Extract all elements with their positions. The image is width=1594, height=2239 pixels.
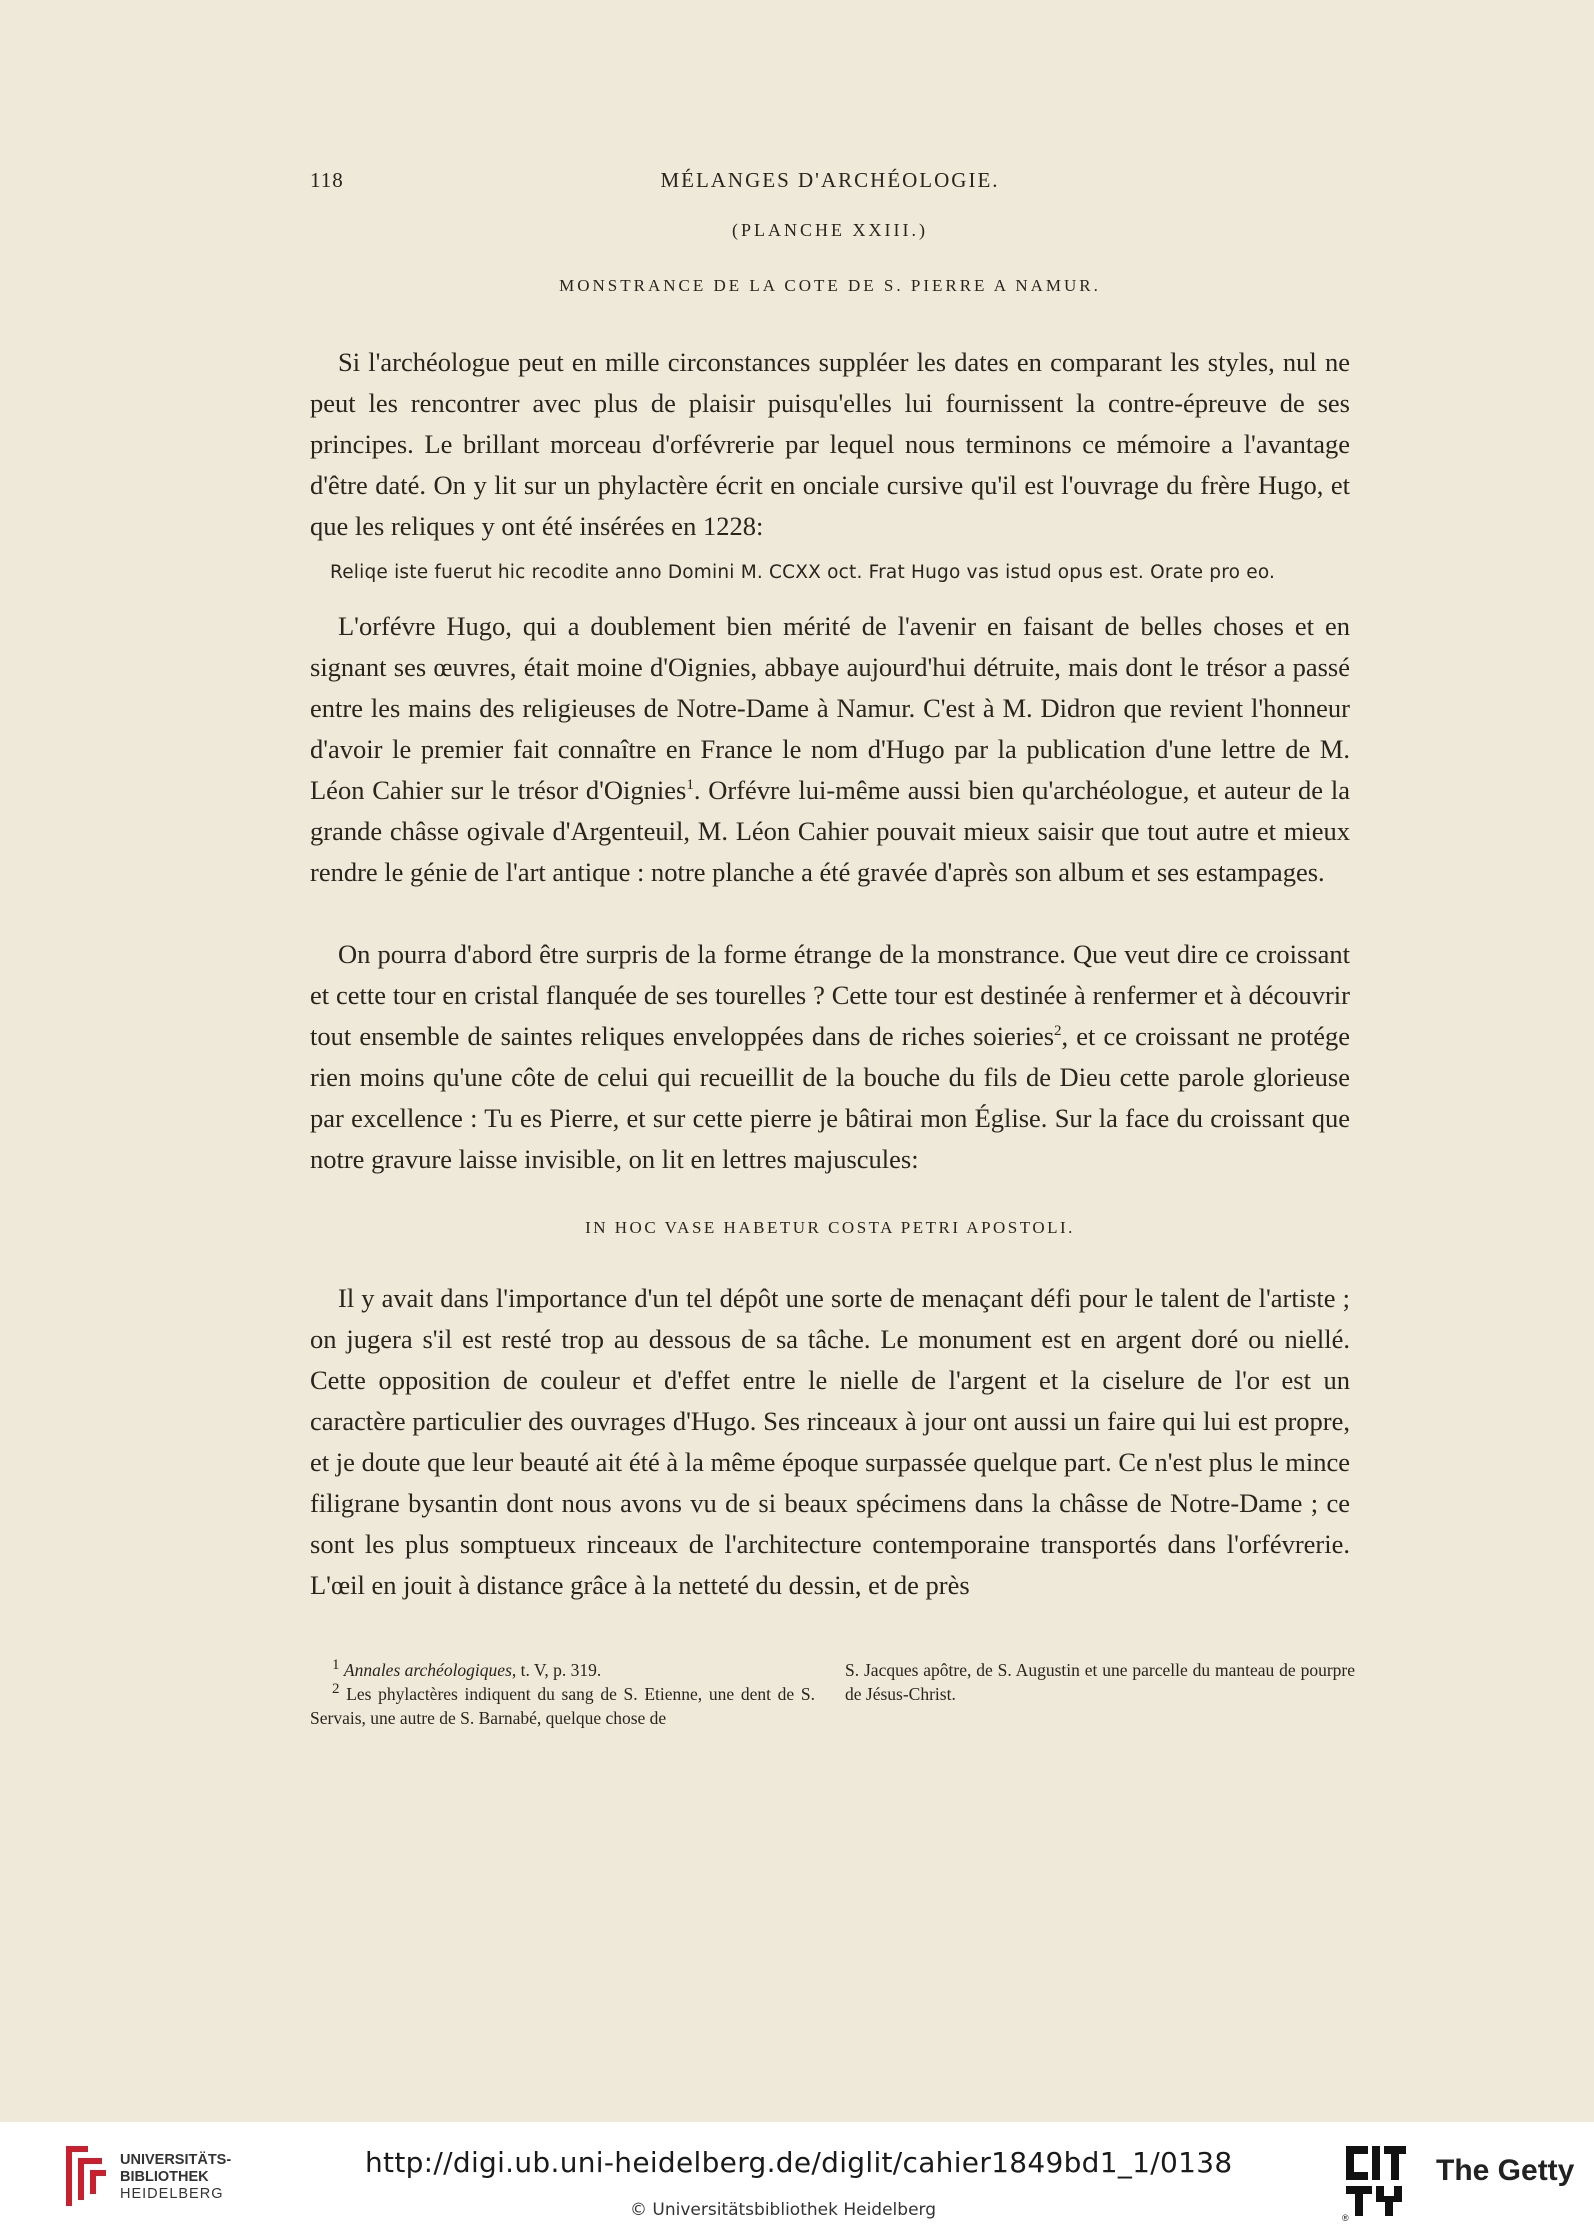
paragraph-4 bbox=[310, 1278, 1350, 1606]
viewer-footer bbox=[0, 2122, 1594, 2239]
library-name-line: HEIDELBERG bbox=[120, 2186, 224, 2202]
library-name-line: UNIVERSITÄTS- bbox=[120, 2152, 232, 2168]
paragraph-text-part: , et ce croissant ne protége rien moins qu'une côte de celui qui recueillit de la bouche du fils de Dieu cette parole glorieuse par excellence : Tu es Pierre, et sur cette pierre je bâtirai mon Église. Sur la face du croissant que notre gravure laisse invisible, on lit en lettres majuscules: bbox=[310, 1021, 1350, 1174]
library-name[interactable] bbox=[120, 2152, 231, 2203]
footnote-text: Les phylactères indiquent du sang de S. Etienne, une dent de S. Servais, une autre de S. Barnabé, quelque chose de bbox=[310, 1684, 815, 1728]
footnote-2 bbox=[310, 1682, 815, 1730]
footnote-2-continued: S. Jacques apôtre, de S. Augustin et une parcelle du manteau de pourpre de Jésus-Christ. bbox=[845, 1660, 1355, 1704]
running-title: MÉLANGES D'ARCHÉOLOGIE. bbox=[660, 168, 1000, 192]
library-name-line: BIBLIOTHEK bbox=[120, 2169, 209, 2185]
footnotes-left-column bbox=[310, 1658, 815, 1730]
footnote-mark: 2 bbox=[332, 1681, 340, 1698]
ub-heidelberg-logo-icon[interactable] bbox=[58, 2140, 110, 2212]
paragraph-text-part: . Orfévre lui-même aussi bien qu'archéologue, et auteur de la grande châsse ogivale d'Argenteuil, M. Léon Cahier pouvait mieux saisir que tout autre et mieux rendre le génie de l'art antique : notre planche a été gravée d'après son album et ses estampages. bbox=[310, 775, 1350, 887]
registered-mark: ® bbox=[1342, 2213, 1349, 2222]
paragraph-text-part: On pourra d'abord être surpris de la forme étrange de la monstrance. Que veut dire ce croissant et cette tour en cristal flanquée de ses tourelles ? Cette tour est destinée à renfermer et à découvrir tout ensemble de saintes reliques enveloppées dans de riches soieries bbox=[310, 939, 1350, 1051]
footnote-journal-title: Annales archéologiques bbox=[343, 1660, 512, 1680]
paragraph-text: Il y avait dans l'importance d'un tel dépôt une sorte de menaçant défi pour le talent de l'artiste ; on jugera s'il est resté trop au dessous de sa tâche. Le monument est en argent doré ou niellé. Cette opposition de couleur et d'effet entre le nielle de l'argent et la ciselure de l'or est un caractère particulier des ouvrages d'Hugo. Ses rinceaux à jour ont aussi un faire qui lui est propre, et je doute que leur beauté ait été à la même époque surpassée quelque part. Ce n'est plus le mince filigrane bysantin dont nous avons vu de si beaux spécimens dans la châsse de Notre-Dame ; ce sont les plus somptueux rinceaux de l'architecture contemporaine transportés dans l'orfévrerie. L'œil en jouit à distance grâce à la netteté du dessin, et de près bbox=[310, 1283, 1350, 1600]
footnote-ref-1[interactable]: 1 bbox=[686, 777, 694, 794]
permalink-url[interactable]: http://digi.ub.uni-heidelberg.de/diglit/cahier1849bd1_1/0138 bbox=[365, 2146, 1233, 2179]
plate-label: (PLANCHE XXIII.) bbox=[732, 220, 928, 240]
copyright-notice: © Universitätsbibliothek Heidelberg bbox=[630, 2200, 937, 2220]
section-title: MONSTRANCE DE LA COTE DE S. PIERRE A NAMUR. bbox=[559, 276, 1101, 295]
footnote-ref-2[interactable]: 2 bbox=[1054, 1023, 1062, 1040]
footnote-text: , t. V, p. 319. bbox=[511, 1660, 602, 1680]
paragraph-1 bbox=[310, 342, 1350, 547]
reliquary-inscription: Reliqe iste fuerut hic recodite anno Domini M. CCXX oct. Frat Hugo vas istud opus est. Orate pro eo. bbox=[330, 562, 1276, 583]
paragraph-2 bbox=[310, 606, 1350, 893]
getty-logo-icon[interactable] bbox=[1342, 2142, 1410, 2222]
footnote-mark: 1 bbox=[332, 1657, 340, 1674]
footnote-1 bbox=[310, 1658, 815, 1682]
footnotes-right-column bbox=[845, 1658, 1355, 1706]
paragraph-text: Si l'archéologue peut en mille circonstances suppléer les dates en comparant les styles, nul ne peut les rencontrer avec plus de plaisir puisqu'elles lui fournissent la contre-épreuve de ses principes. Le brillant morceau d'orfévrerie par lequel nous terminons ce mémoire a l'avantage d'être daté. On y lit sur un phylactère écrit en onciale cursive qu'il est l'ouvrage du frère Hugo, et que les reliques y ont été insérées en 1228: bbox=[310, 347, 1350, 541]
page-number: 118 bbox=[310, 168, 344, 192]
paragraph-text bbox=[310, 606, 1350, 893]
paragraph-text-part: L'orfévre Hugo, qui a doublement bien mérité de l'avenir en faisant de belles choses et en signant ses œuvres, était moine d'Oignies, abbaye aujourd'hui détruite, mais dont le trésor a passé entre les mains des religieuses de Notre-Dame à Namur. C'est à M. Didron que revient l'honneur d'avoir le premier fait connaître en France le nom d'Hugo par la publication d'une lettre de M. Léon Cahier sur le trésor d'Oignies bbox=[310, 611, 1350, 805]
paragraph-3 bbox=[310, 934, 1350, 1180]
paragraph-text bbox=[310, 934, 1350, 1180]
getty-name[interactable]: The Getty bbox=[1436, 2154, 1575, 2187]
crescent-inscription: IN HOC VASE HABETUR COSTA PETRI APOSTOLI. bbox=[585, 1218, 1075, 1237]
